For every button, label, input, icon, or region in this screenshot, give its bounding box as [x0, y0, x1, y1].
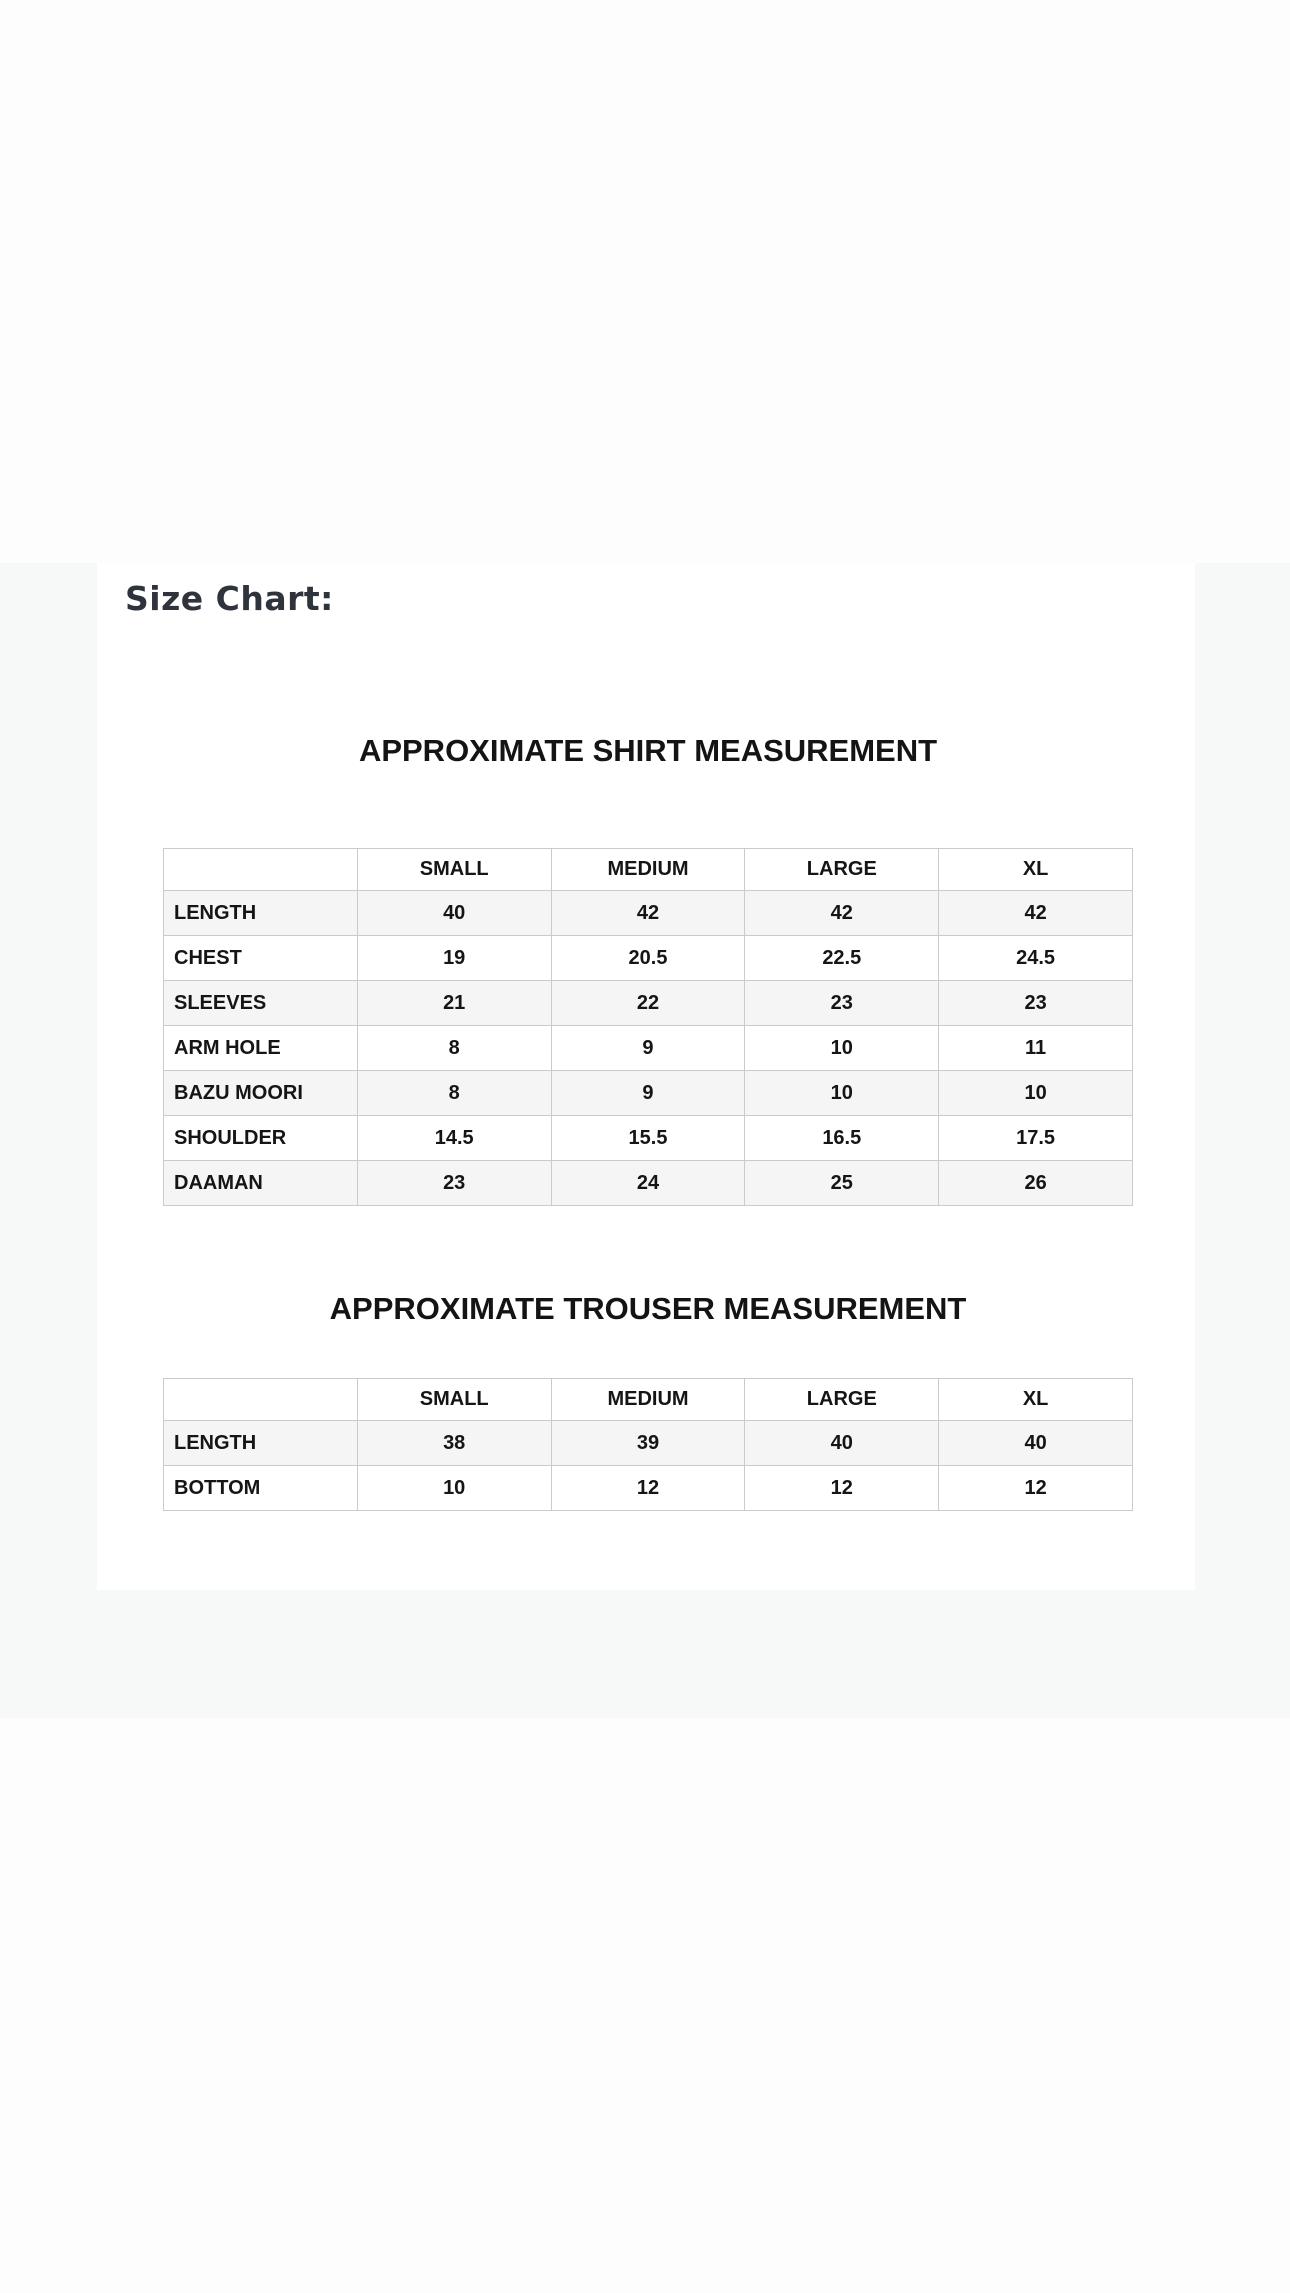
measurement-value: 23	[745, 981, 939, 1026]
measurement-row	[164, 1116, 1133, 1161]
measurement-label: BAZU MOORI	[164, 1071, 358, 1116]
measurement-value: 42	[939, 891, 1133, 936]
measurement-row	[164, 1071, 1133, 1116]
measurement-label: ARM HOLE	[164, 1026, 358, 1071]
measurement-value: 9	[551, 1026, 745, 1071]
row-label-header-cell	[164, 849, 358, 891]
size-chart-card	[97, 563, 1195, 1590]
size-column-header: MEDIUM	[551, 849, 745, 891]
measurement-value: 16.5	[745, 1116, 939, 1161]
size-table-header-row	[164, 1379, 1133, 1421]
measurement-value: 39	[551, 1421, 745, 1466]
measurement-value: 40	[745, 1421, 939, 1466]
size-column-header: LARGE	[745, 849, 939, 891]
size-column-header: MEDIUM	[551, 1379, 745, 1421]
measurement-value: 25	[745, 1161, 939, 1206]
measurement-row	[164, 981, 1133, 1026]
measurement-value: 14.5	[357, 1116, 551, 1161]
measurement-label: SHOULDER	[164, 1116, 358, 1161]
measurement-value: 23	[939, 981, 1133, 1026]
measurement-label: LENGTH	[164, 891, 358, 936]
size-chart-heading: Size Chart:	[125, 579, 334, 618]
measurement-value: 40	[939, 1421, 1133, 1466]
measurement-row	[164, 936, 1133, 981]
measurement-label: CHEST	[164, 936, 358, 981]
shirt-size-table	[163, 848, 1133, 1206]
measurement-value: 24.5	[939, 936, 1133, 981]
measurement-label: LENGTH	[164, 1421, 358, 1466]
measurement-value: 17.5	[939, 1116, 1133, 1161]
measurement-value: 20.5	[551, 936, 745, 981]
measurement-value: 10	[745, 1026, 939, 1071]
shirt-table-title: APPROXIMATE SHIRT MEASUREMENT	[358, 733, 938, 768]
measurement-value: 21	[357, 981, 551, 1026]
measurement-label: BOTTOM	[164, 1466, 358, 1511]
measurement-value: 15.5	[551, 1116, 745, 1161]
measurement-label: DAAMAN	[164, 1161, 358, 1206]
trouser-table-title: APPROXIMATE TROUSER MEASUREMENT	[329, 1291, 967, 1326]
measurement-value: 42	[551, 891, 745, 936]
measurement-row	[164, 1161, 1133, 1206]
measurement-value: 19	[357, 936, 551, 981]
measurement-row	[164, 1421, 1133, 1466]
measurement-value: 23	[357, 1161, 551, 1206]
measurement-value: 22.5	[745, 936, 939, 981]
measurement-value: 12	[745, 1466, 939, 1511]
measurement-value: 22	[551, 981, 745, 1026]
measurement-value: 8	[357, 1071, 551, 1116]
measurement-value: 24	[551, 1161, 745, 1206]
size-column-header: XL	[939, 1379, 1133, 1421]
size-column-header: LARGE	[745, 1379, 939, 1421]
measurement-value: 12	[551, 1466, 745, 1511]
measurement-value: 26	[939, 1161, 1133, 1206]
size-table-header-row	[164, 849, 1133, 891]
measurement-row	[164, 1466, 1133, 1511]
row-label-header-cell	[164, 1379, 358, 1421]
measurement-value: 8	[357, 1026, 551, 1071]
measurement-value: 38	[357, 1421, 551, 1466]
measurement-value: 11	[939, 1026, 1133, 1071]
measurement-value: 12	[939, 1466, 1133, 1511]
size-column-header: SMALL	[357, 849, 551, 891]
measurement-value: 9	[551, 1071, 745, 1116]
measurement-value: 10	[357, 1466, 551, 1511]
size-chart-body	[163, 733, 1133, 1511]
measurement-value: 40	[357, 891, 551, 936]
measurement-label: SLEEVES	[164, 981, 358, 1026]
measurement-value: 42	[745, 891, 939, 936]
product-description-section	[0, 563, 1290, 1718]
measurement-value: 10	[939, 1071, 1133, 1116]
measurement-value: 10	[745, 1071, 939, 1116]
size-column-header: SMALL	[357, 1379, 551, 1421]
trouser-size-table	[163, 1378, 1133, 1511]
measurement-row	[164, 1026, 1133, 1071]
size-column-header: XL	[939, 849, 1133, 891]
measurement-row	[164, 891, 1133, 936]
